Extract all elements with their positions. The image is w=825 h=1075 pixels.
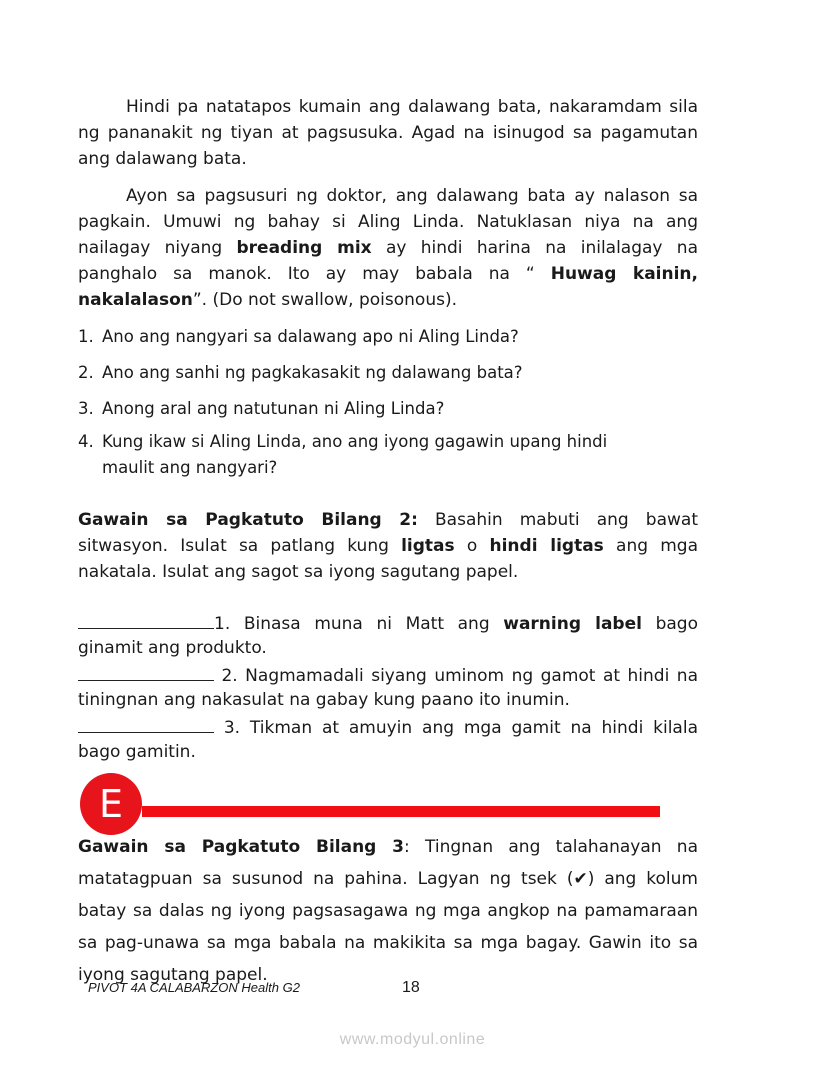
story-text: Ayon sa pagsusuri ng doktor, ang dalawang bata ay nalason sa pagkain. Umuwi ng bahay si Aling Linda. Natuklasan niya na ang nailagay niyang [78,186,698,258]
situation-text: bago ginamit ang produkto. [78,614,698,658]
answer-blank[interactable] [78,716,214,733]
warning-text: Huwag kainin, nakalalason [78,264,698,310]
gawain-3-title: Gawain sa Pagkatuto Bilang 3 [78,837,404,857]
question-item [78,396,698,422]
instruction-text: ) ang kolum batay sa dalas ng iyong pagsasagawa ng mga angkop na pamamaraan sa pag-unawa sa mga babala na makikita sa mga bagay. Gawin ito sa iyong sagutang papel. [78,869,698,985]
question-item [78,324,698,350]
question-text: Ano ang nangyari sa dalawang apo ni Aling Linda? [102,327,519,346]
instruction-text: o [454,536,490,556]
instruction-text: Basahin mabuti ang bawat sitwasyon. Isulat sa patlang kung [78,510,698,556]
site-watermark: www.modyul.online [339,1031,486,1048]
story-paragraph-2 [78,183,698,313]
question-item [78,360,698,386]
hindi-ligtas-term: hindi ligtas [489,536,604,556]
situation-text: 2. Nagmamadali siyang uminom ng gamot at hindi na tiningnan ang nakasulat na gabay kung paano ito inumin. [78,666,698,710]
ligtas-term: ligtas [401,536,455,556]
warning-label-term: warning label [503,614,642,634]
story-paragraph-1: Hindi pa natatapos kumain ang dalawang bata, nakaramdam sila ng pananakit ng tiyan at pagsusuka. Agad na isinugod sa pagamutan ang dalawang bata. [78,97,698,169]
answer-blank[interactable] [78,612,214,629]
instruction-text: ang mga nakatala. Isulat ang sagot sa iyong sagutang papel. [78,536,698,582]
page-number: 18 [402,979,420,996]
gawain-2-title: Gawain sa Pagkatuto Bilang 2: [78,510,418,530]
section-letter-badge: E [80,773,142,835]
question-number: 2. [78,363,94,382]
situation-item-1 [78,612,698,660]
story-text: ay hindi harina na inilalagay na panghalo sa manok. Ito ay may babala na “ [78,238,698,284]
situation-text: 3. Tikman at amuyin ang mga gamit na hindi kilala bago gamitin. [78,718,698,762]
question-number: 1. [78,327,94,346]
situation-item-3 [78,716,698,764]
question-text-continued: maulit ang nangyari? [102,458,278,477]
question-item [78,429,698,481]
footer-module-label: PIVOT 4A CALABARZON Health G2 [88,980,300,995]
answer-blank[interactable] [78,664,214,681]
question-number: 3. [78,399,94,418]
check-mark-icon: ✔ [573,869,588,889]
question-text: Kung ikaw si Aling Linda, ano ang iyong gagawin upang hindi [102,432,608,451]
section-divider-bar [142,806,660,817]
question-text: Anong aral ang natutunan ni Aling Linda? [102,399,445,418]
story-text: ”. (Do not swallow, poisonous). [192,290,457,310]
question-text: Ano ang sanhi ng pagkakasakit ng dalawang bata? [102,363,523,382]
instruction-text: : Tingnan ang talahanayan na matatagpuan sa susunod na pahina. Lagyan ng tsek ( [78,837,698,889]
breading-mix-term: breading mix [236,238,372,258]
situation-text: 1. Binasa muna ni Matt ang [214,614,504,634]
gawain-2-instructions [78,507,698,585]
question-number: 4. [78,432,94,451]
situation-item-2 [78,664,698,712]
gawain-3-instructions [78,831,698,991]
